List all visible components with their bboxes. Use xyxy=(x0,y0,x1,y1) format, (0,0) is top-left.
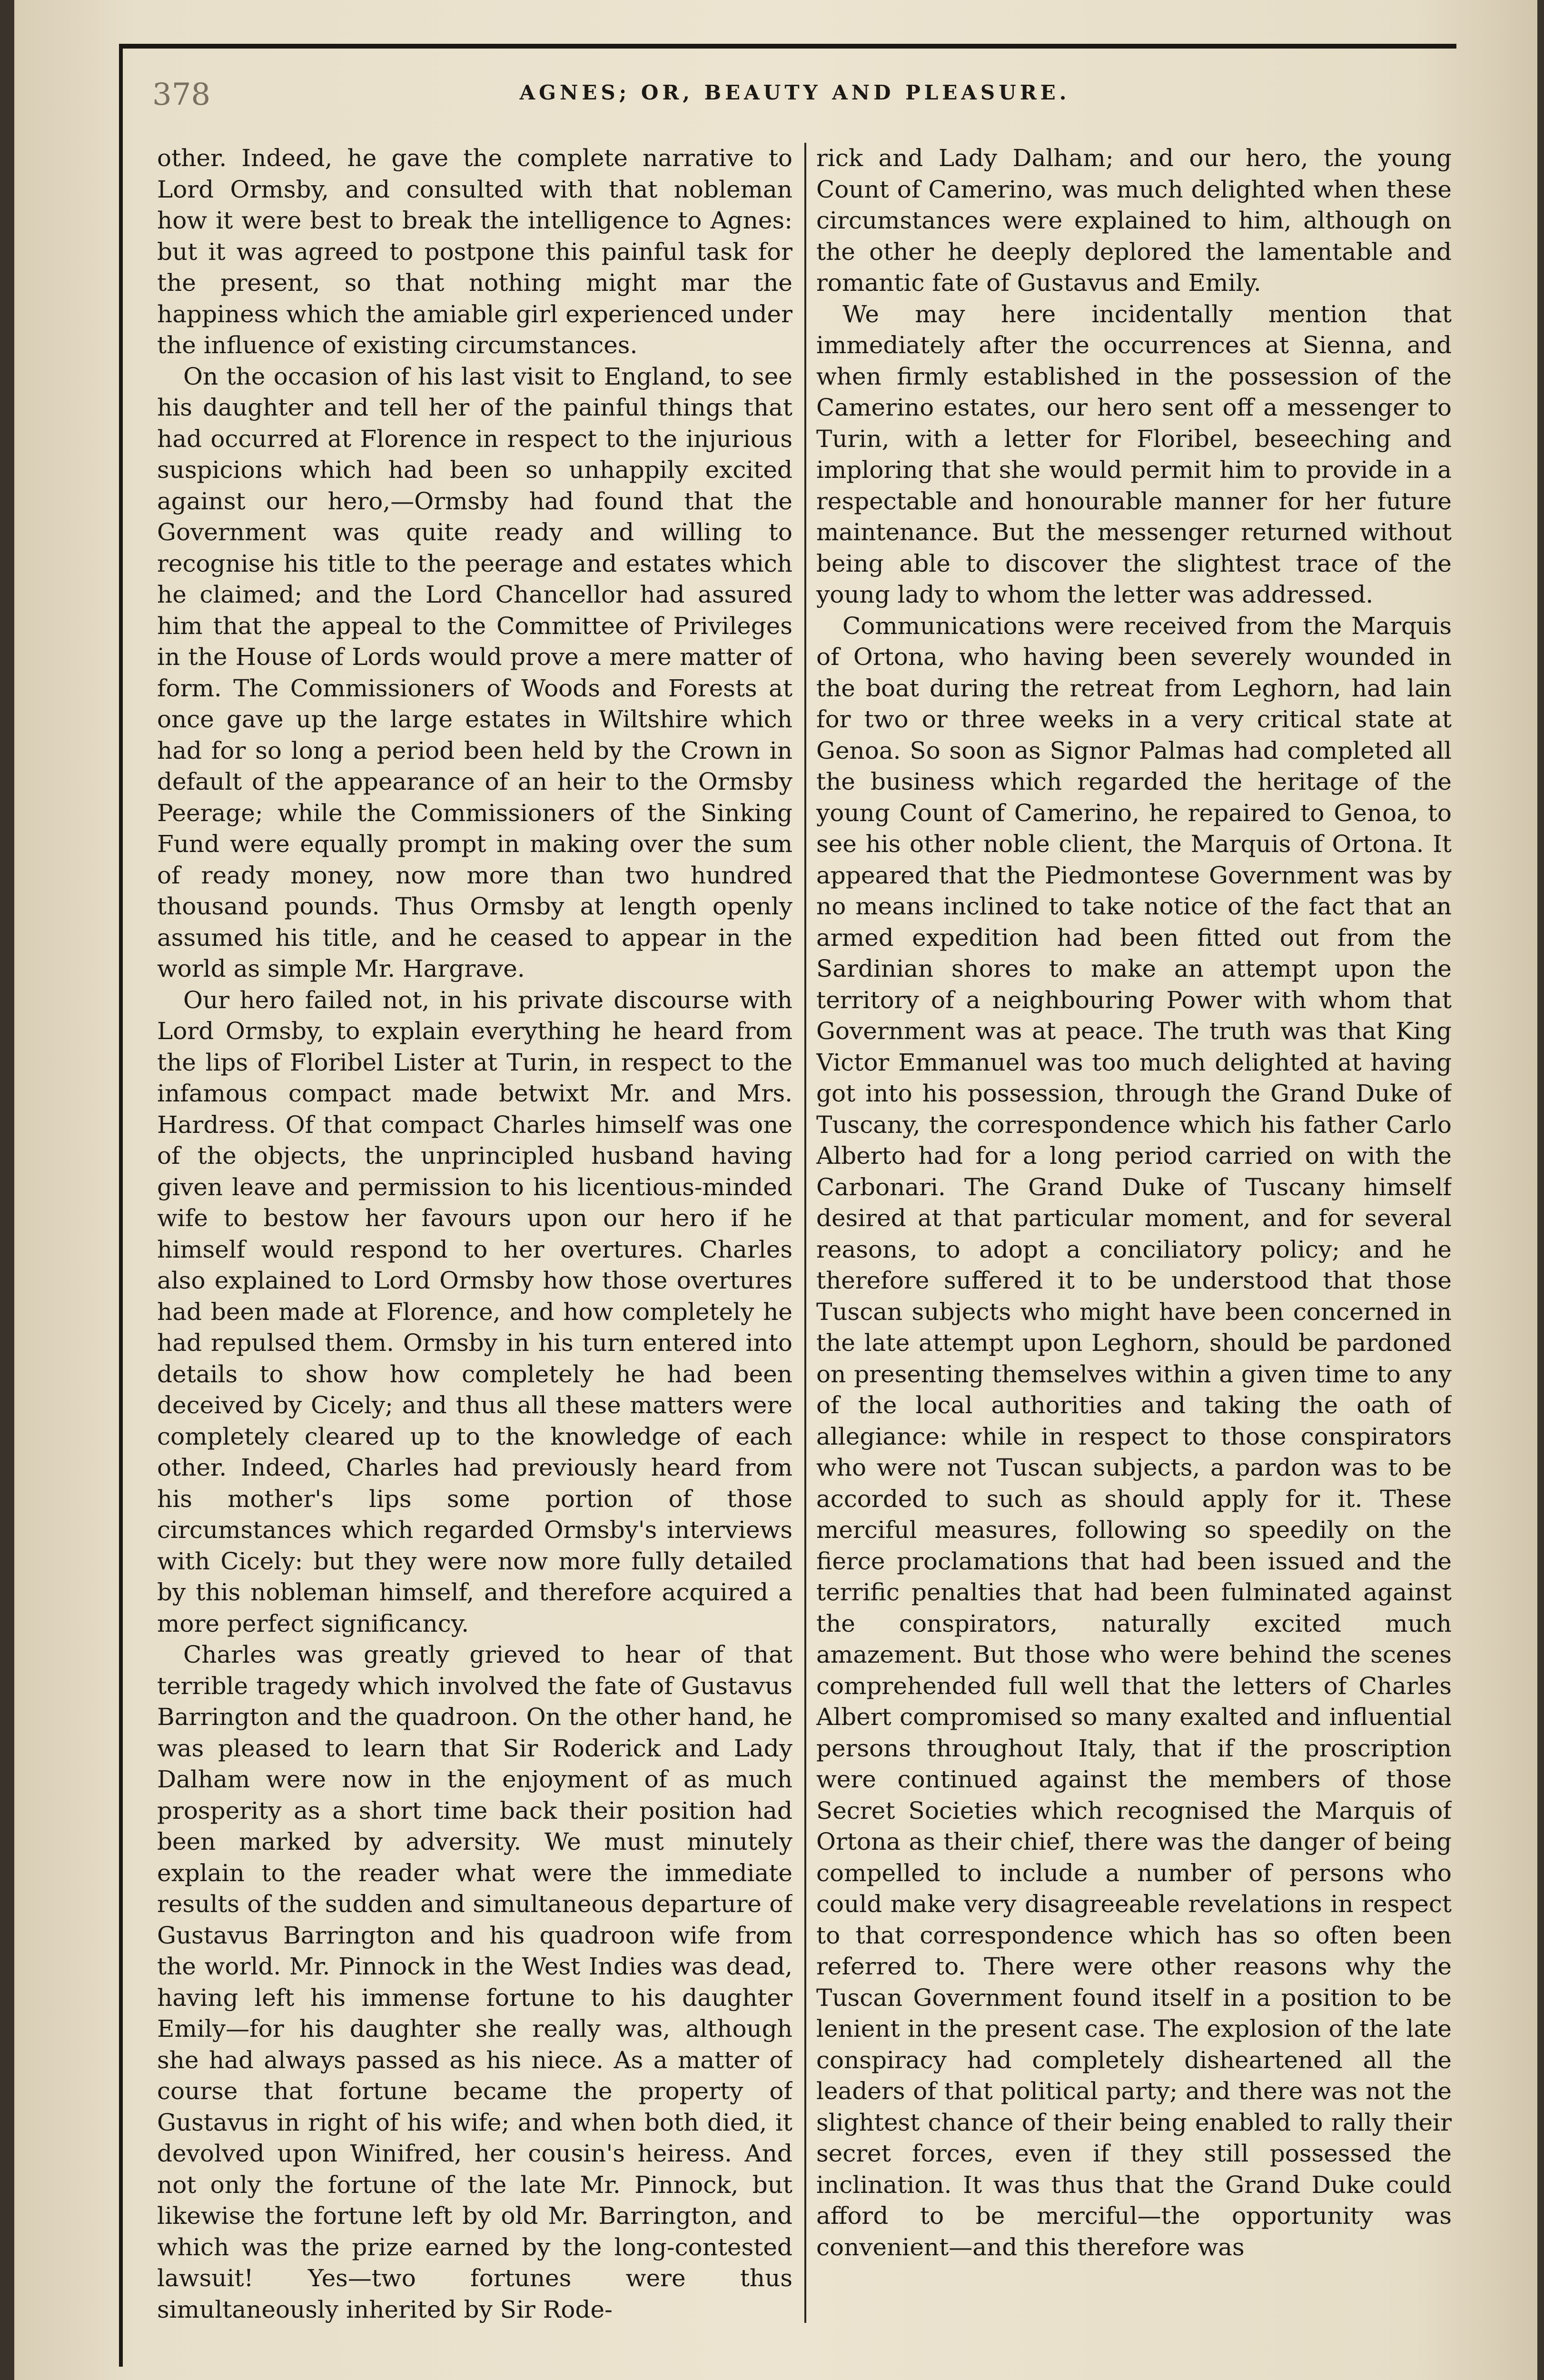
left-border-rule xyxy=(119,44,123,2367)
paragraph: rick and Lady Dalham; and our hero, the young Count of Camerino, was much delighted when these circumstances were explained to him, although on the other he deeply deplored the lamentable and romantic fate of Gustavus and Emily. xyxy=(816,144,1452,297)
paragraph: We may here incidentally mention that immediately after the occurrences at Sienna, and when firmly established in the possession of the Camerino estates, our hero sent off a messenger to Turin, with a letter for Floribel, beseeching and imploring that she would permit him to provide in a respectable and honourable manner for her future maintenance. But the messenger returned without being able to discover the slightest trace of the young lady to whom the letter was addressed. xyxy=(816,300,1452,608)
top-border-rule xyxy=(119,44,1456,49)
paragraph: Communications were received from the Marquis of Ortona, who having been severely wounded in the boat during the retreat from Leghorn, had lain for two or three weeks in a very critical state at Genoa. So soon as Signor Palmas had completed all the business which regarded the heritage of the young Count of Camerino, he repaired to Genoa, to see his other noble client, the Marquis of Ortona. It appeared that the Piedmontese Government was by no means inclined to take notice of the fact that an armed expedition had been fitted out from the Sardinian shores to make an attempt upon the territory of a neighbouring Power with whom that Government was at peace. The truth was that King Victor Emmanuel was too much delighted at having got into his possession, through the Grand Duke of Tuscany, the correspondence which his father Carlo Alberto had for a long period carried on with the Carbonari. The Grand Duke of Tuscany himself desired at that particular moment, and for several reasons, to adopt a conciliatory policy; and he therefore suffered it to be understood that those Tuscan subjects who might have been concerned in the late attempt upon Leghorn, should be pardoned on presenting themselves within a given time to any of the local authorities and taking the oath of allegiance: while in respect to those conspirators who were not Tuscan subjects, a pardon was to be accorded to such as should apply for it. These merciful measures, following so speedily on the fierce proclamations that had been issued and the terrific penalties that had been fulminated against the conspirators, naturally excited much amazement. But those who were behind the scenes comprehended full well that the letters of Charles Albert compromised so many exalted and influential persons throughout Italy, that if the proscription were continued against the members of those Secret Societies which recognised the Marquis of Ortona as their chief, there was the danger of being compelled to include a number of persons who could make very disagreeable revelations in respect to that correspondence which has so often been referred to. There were other reasons why the Tuscan Government found itself in a position to be lenient in the present case. The explosion of the late conspiracy had completely disheartened all the leaders of that political party; and there was not the slightest chance of their being enabled to rally their secret forces, even if they still possessed the inclination. It was thus that the Grand Duke could afford to be merciful—the opportunity was convenient—and this therefore was xyxy=(816,612,1452,2261)
running-title: AGNES; OR, BEAUTY AND PLEASURE. xyxy=(519,81,1070,104)
paragraph: other. Indeed, he gave the complete narrative to Lord Ormsby, and consulted with that nobleman how it were best to break the intelligence to Agnes: but it was agreed to postpone this painful task for the present, so that nothing might mar the happiness which the amiable girl experienced under the influence of existing circumstances. xyxy=(157,144,792,359)
paragraph: Our hero failed not, in his private discourse with Lord Ormsby, to explain everything he heard from the lips of Floribel Lister at Turin, in respect to the infamous compact made betwixt Mr. and Mrs. Hardress. Of that compact Charles himself was one of the objects, the unprincipled husband having given leave and permission to his licentious-minded wife to bestow her favours upon our hero if he himself would respond to her overtures. Charles also explained to Lord Ormsby how those overtures had been made at Florence, and how completely he had repulsed them. Ormsby in his turn entered into details to show how completely he had been deceived by Cicely; and thus all these matters were completely cleared up to the knowledge of each other. Indeed, Charles had previously heard from his mother's lips some portion of those circumstances which regarded Ormsby's interviews with Cicely: but they were now more fully detailed by this nobleman himself, and therefore acquired a more perfect significancy. xyxy=(157,986,792,1637)
paragraph: On the occasion of his last visit to England, to see his daughter and tell her of the painful things that had occurred at Florence in respect to the injurious suspicions which had been so unhappily excited against our hero,—Ormsby had found that the Government was quite ready and willing to recognise his title to the peerage and estates which he claimed; and the Lord Chancellor had assured him that the appeal to the Committee of Privileges in the House of Lords would prove a mere matter of form. The Commissioners of Woods and Forests at once gave up the large estates in Wiltshire which had for so long a period been held by the Crown in default of the appearance of an heir to the Ormsby Peerage; while the Commissioners of the Sinking Fund were equally prompt in making over the sum of ready money, now more than two hundred thousand pounds. Thus Ormsby at length openly assumed his title, and he ceased to appear in the world as simple Mr. Hargrave. xyxy=(157,362,792,982)
paragraph: Charles was greatly grieved to hear of that terrible tragedy which involved the fate of Gustavus Barrington and the quadroon. On the other hand, he was pleased to learn that Sir Roderick and Lady Dalham were now in the enjoyment of as much prosperity as a short time back their position had been marked by adversity. We must minutely explain to the reader what were the immediate results of the sudden and simultaneous departure of Gustavus Barrington and his quadroon wife from the world. Mr. Pinnock in the West Indies was dead, having left his immense fortune to his daughter Emily—for his daughter she really was, although she had always passed as his niece. As a matter of course that fortune became the property of Gustavus in right of his wife; and when both died, it devolved upon Winifred, her cousin's heiress. And not only the fortune of the late Mr. Pinnock, but likewise the fortune left by old Mr. Barrington, and which was the prize earned by the long-contested lawsuit! Yes—two fortunes were thus simultaneously inherited by Sir Rode- xyxy=(157,1641,792,2323)
column-divider xyxy=(804,143,806,2323)
left-column xyxy=(157,143,792,2332)
page-header xyxy=(133,71,1456,129)
right-column xyxy=(816,143,1452,2332)
page-number: 378 xyxy=(152,77,211,112)
